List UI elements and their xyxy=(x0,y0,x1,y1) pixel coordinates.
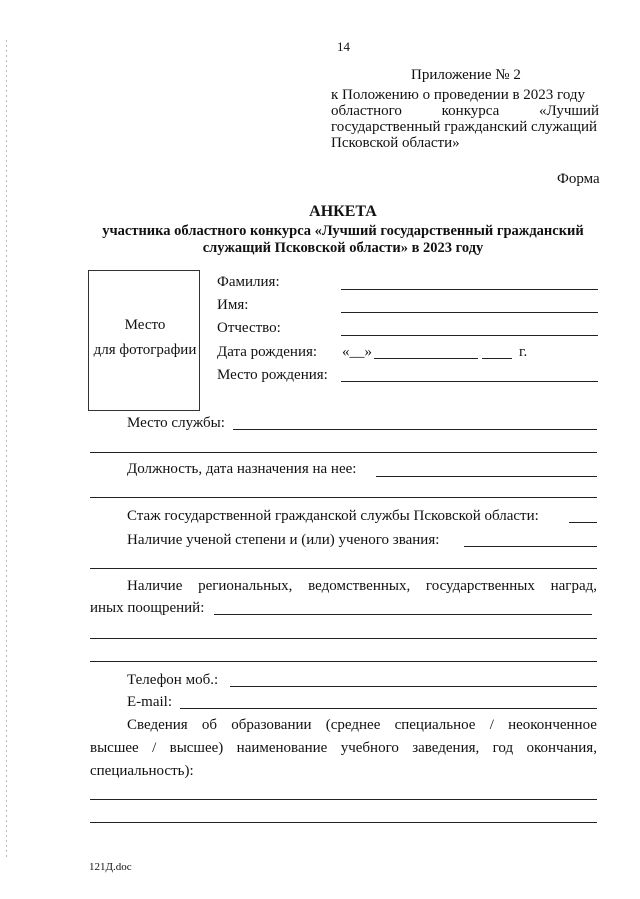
workplace-field[interactable] xyxy=(233,429,597,430)
education-line-3: специальность): xyxy=(90,763,194,779)
education-word: высшее) xyxy=(169,740,224,756)
name-label: Имя: xyxy=(217,297,249,313)
patronymic-label: Отчество: xyxy=(217,320,281,336)
awards-word: Наличие xyxy=(127,578,183,594)
education-word: год xyxy=(492,740,514,756)
workplace-field-2[interactable] xyxy=(90,452,597,453)
education-word: об xyxy=(201,717,218,733)
education-field-2[interactable] xyxy=(90,822,597,823)
education-word: специальное xyxy=(394,717,476,733)
birth-date-day[interactable]: «__» xyxy=(342,344,372,360)
scan-edge-dots xyxy=(6,40,7,860)
position-field[interactable] xyxy=(376,476,597,477)
mobile-phone-field[interactable] xyxy=(230,686,597,687)
education-word: учебного xyxy=(340,740,399,756)
service-length-field[interactable] xyxy=(569,522,597,523)
surname-label: Фамилия: xyxy=(217,274,280,290)
awards-line-1 xyxy=(127,577,597,595)
academic-degree-field[interactable] xyxy=(464,546,597,547)
patronymic-field[interactable] xyxy=(341,335,598,336)
footer-filename: 121Д.doc xyxy=(89,861,132,873)
academic-degree-field-2[interactable] xyxy=(90,568,597,569)
birth-date-label: Дата рождения: xyxy=(217,344,318,360)
birth-place-label: Место рождения: xyxy=(217,367,328,383)
photo-placeholder-box xyxy=(88,270,200,411)
appendix-word: конкурса xyxy=(441,103,500,119)
awards-word: региональных, xyxy=(198,578,293,594)
education-word: Сведения xyxy=(127,717,188,733)
birth-date-year-field[interactable] xyxy=(482,358,512,359)
birth-date-month-field[interactable] xyxy=(374,358,478,359)
appendix-line-3: государственный гражданский служащий xyxy=(331,119,598,135)
name-field[interactable] xyxy=(341,312,598,313)
education-field[interactable] xyxy=(90,799,597,800)
academic-degree-label: Наличие ученой степени и (или) ученого звания: xyxy=(127,532,440,548)
education-word: наименование xyxy=(236,740,328,756)
surname-field[interactable] xyxy=(341,289,598,290)
form-heading-subtitle-2: служащий Псковской области» в 2023 году xyxy=(202,240,484,256)
awards-label-2: иных поощрений: xyxy=(90,600,205,616)
mobile-phone-label: Телефон моб.: xyxy=(127,672,219,688)
education-word: образовании xyxy=(231,717,312,733)
page-number: 14 xyxy=(337,39,350,54)
position-field-2[interactable] xyxy=(90,497,597,498)
awards-field-3[interactable] xyxy=(90,661,597,662)
awards-word: государственных xyxy=(425,578,535,594)
birth-place-field[interactable] xyxy=(341,381,598,382)
education-line-2 xyxy=(90,739,597,757)
education-word: окончания, xyxy=(526,740,597,756)
awards-word: наград, xyxy=(550,578,597,594)
appendix-line-4: Псковской области» xyxy=(331,135,460,151)
education-line-1 xyxy=(127,716,597,734)
appendix-line-1: к Положению о проведении в 2023 году xyxy=(331,87,586,103)
education-word: высшее xyxy=(90,740,139,756)
position-label: Должность, дата назначения на нее: xyxy=(127,461,357,477)
workplace-label: Место службы: xyxy=(127,415,225,431)
appendix-word: «Лучший xyxy=(539,103,599,119)
awards-field-2[interactable] xyxy=(90,638,597,639)
education-word: (среднее xyxy=(325,717,381,733)
awards-field[interactable] xyxy=(214,614,592,615)
appendix-title: Приложение № 2 xyxy=(411,67,521,83)
email-field[interactable] xyxy=(180,708,597,709)
form-heading-subtitle-1: участника областного конкурса «Лучший государственный гражданский xyxy=(102,223,584,239)
education-word: / xyxy=(152,740,157,756)
education-word: неоконченное xyxy=(508,717,597,733)
education-word: заведения, xyxy=(412,740,480,756)
form-label: Форма xyxy=(557,171,600,187)
photo-placeholder-label-2: для фотографии xyxy=(93,342,197,358)
email-label: E-mail: xyxy=(127,694,172,710)
photo-placeholder-label-1: Место xyxy=(124,317,166,333)
birth-date-year-suffix: г. xyxy=(519,344,528,360)
form-heading-title: АНКЕТА xyxy=(309,203,377,220)
appendix-word: областного xyxy=(331,103,402,119)
awards-word: ведомственных, xyxy=(308,578,411,594)
education-word: / xyxy=(489,717,494,733)
service-length-label: Стаж государственной гражданской службы Псковской области: xyxy=(127,508,539,524)
